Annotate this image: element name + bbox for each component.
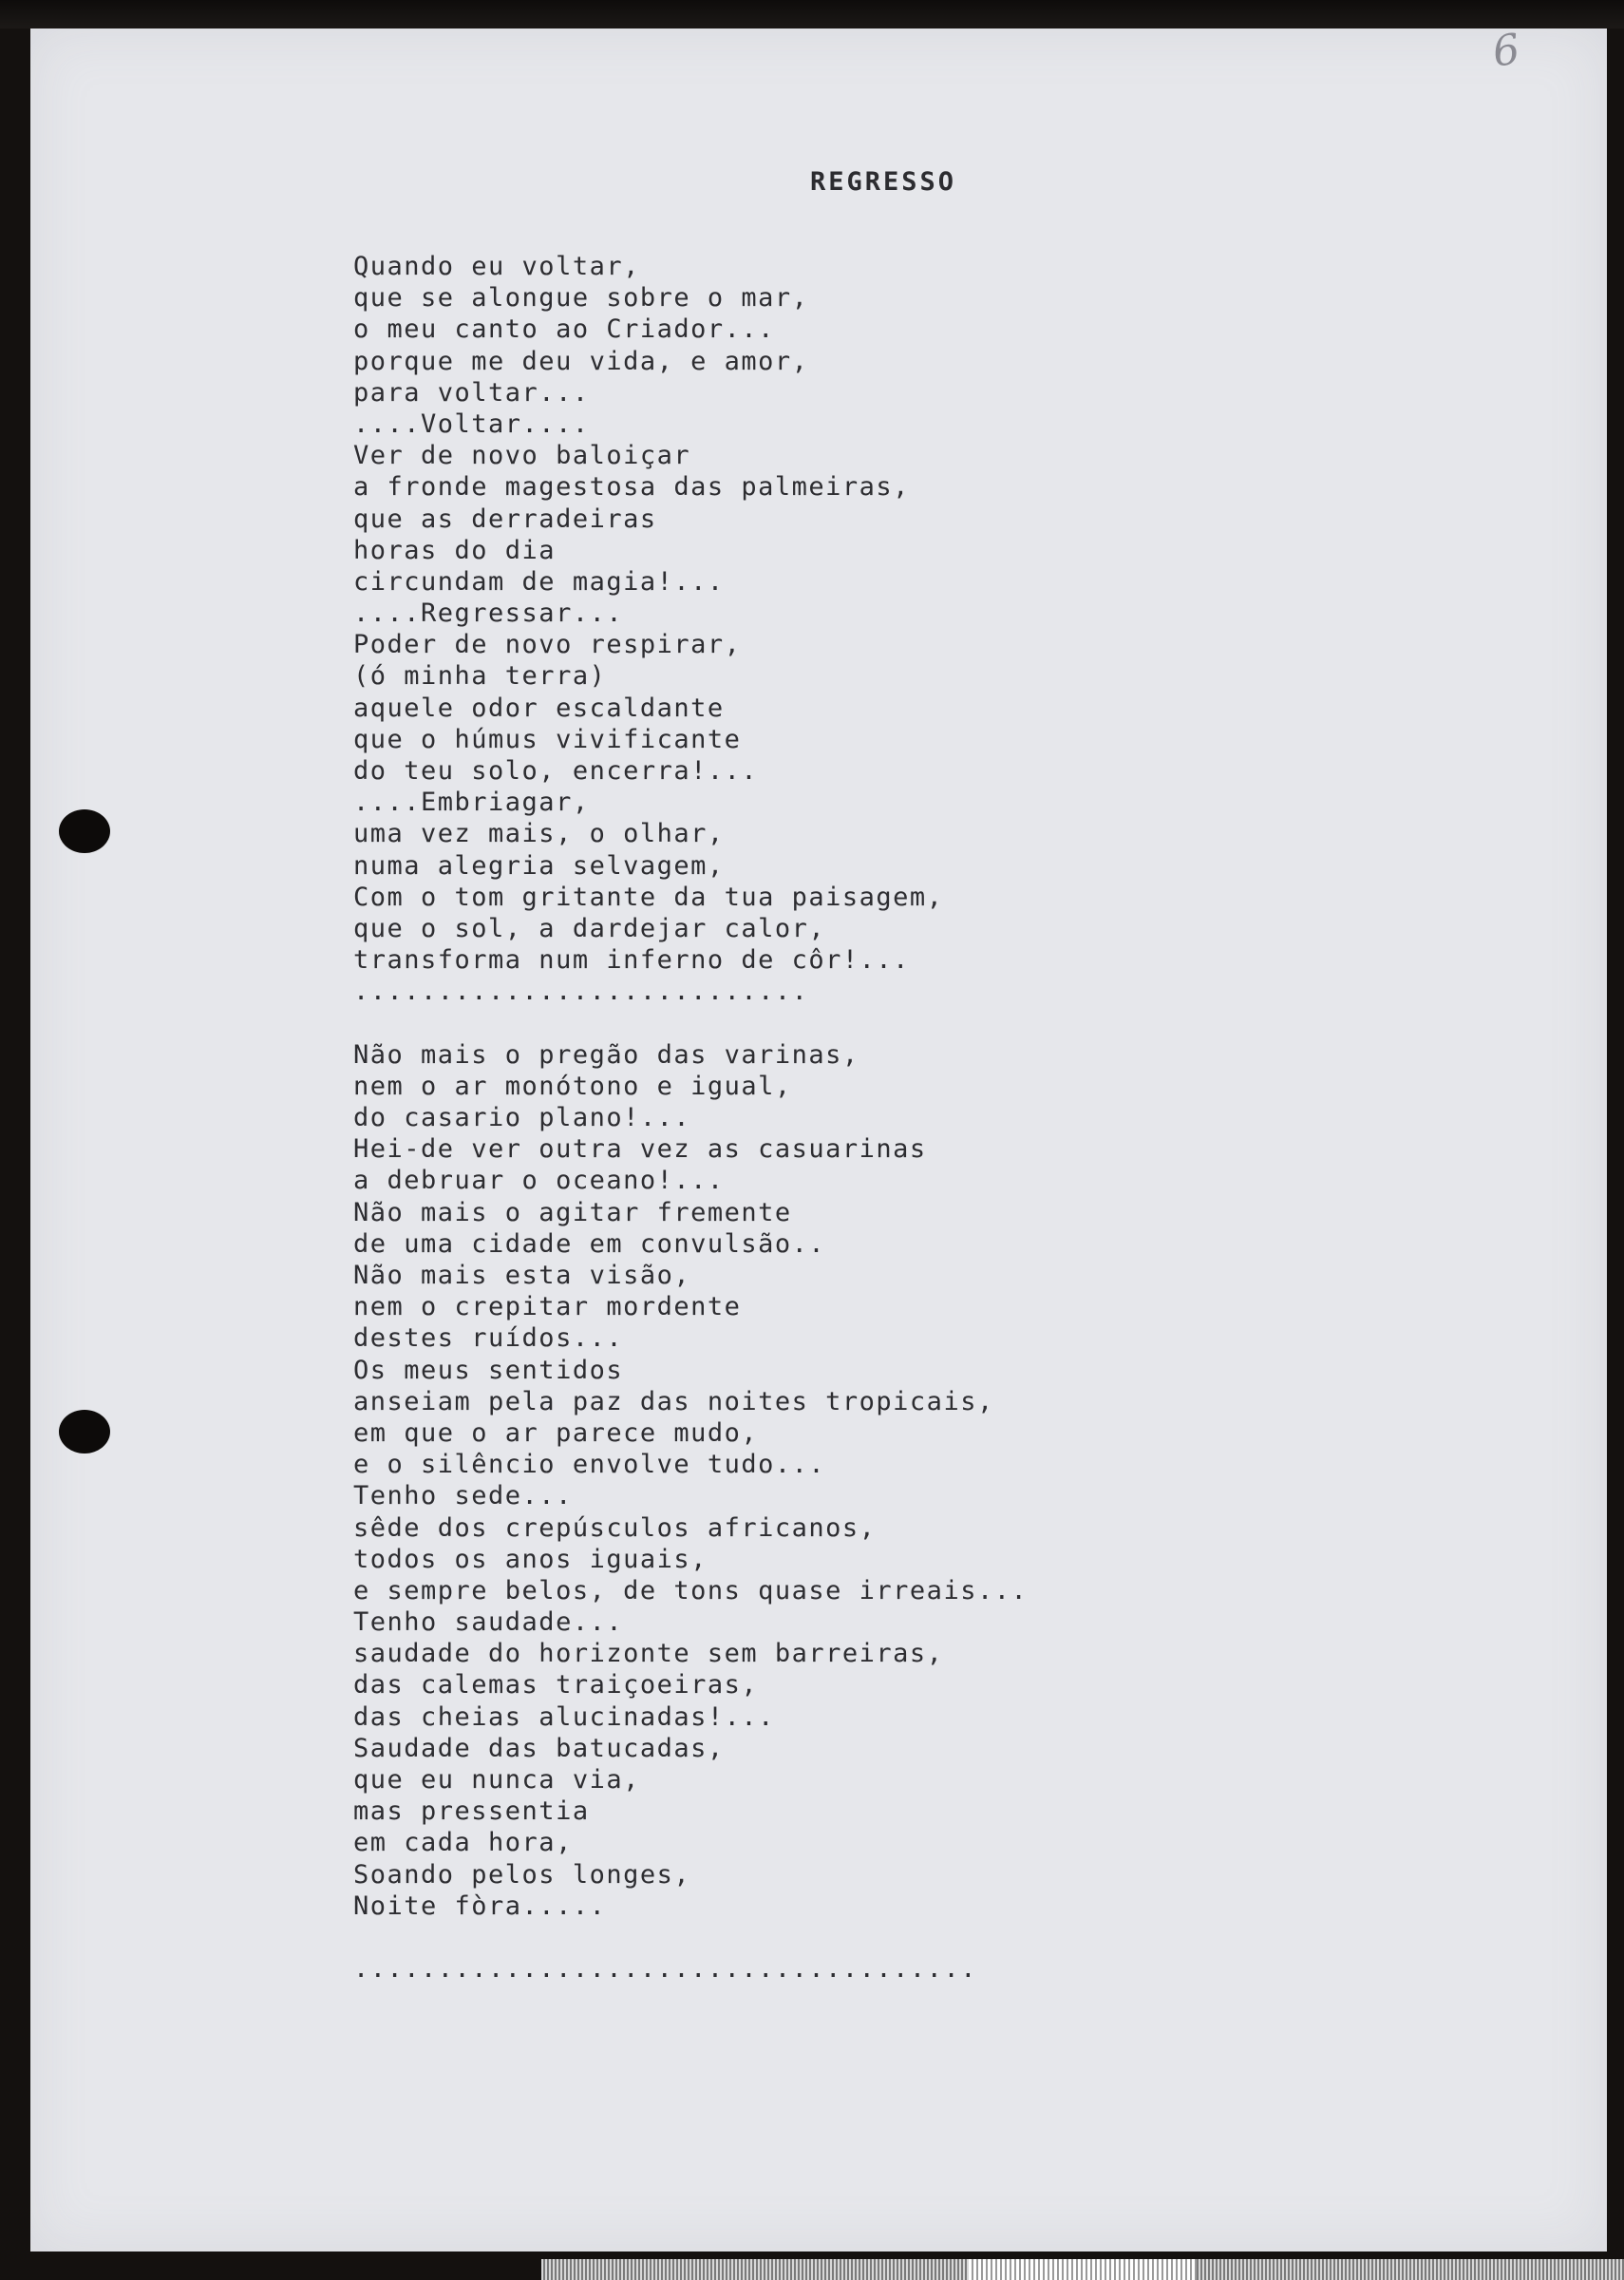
poem-line: Tenho sede... xyxy=(353,1481,573,1511)
poem-line: Noite fòra..... xyxy=(353,1890,607,1921)
poem-line: Quando eu voltar, xyxy=(353,252,640,281)
poem-line: (ó minha terra) xyxy=(353,661,607,692)
poem-line: Não mais o pregão das varinas, xyxy=(353,1039,859,1070)
poem-line: e sempre belos, de tons quase irreais... xyxy=(353,1575,1029,1606)
poem-line: ........................... xyxy=(353,977,809,1007)
poem-line: anseiam pela paz das noites tropicais, xyxy=(353,1386,994,1416)
poem-title: REGRESSO xyxy=(809,167,957,197)
poem-line: de uma cidade em convulsão.. xyxy=(353,1228,826,1259)
poem-line: numa alegria selvagem, xyxy=(353,850,725,881)
poem-line: porque me deu vida, e amor, xyxy=(353,346,809,376)
poem-line: Não mais o agitar fremente xyxy=(353,1197,792,1227)
poem-body xyxy=(353,251,1028,1985)
poem-line: uma vez mais, o olhar, xyxy=(353,819,725,849)
poem-line: Não mais esta visão, xyxy=(353,1261,691,1290)
poem-line: a fronde magestosa das palmeiras, xyxy=(353,472,910,503)
punch-hole-top xyxy=(59,809,110,853)
poem-line: circundam de magia!... xyxy=(353,566,725,597)
poem-line: ....Embriagar, xyxy=(353,788,590,818)
poem-line: para voltar... xyxy=(353,377,590,408)
poem-line: sêde dos crepúsculos africanos, xyxy=(353,1512,877,1543)
poem-line: que o sol, a dardejar calor, xyxy=(353,913,826,943)
poem-line: das calemas traiçoeiras, xyxy=(353,1670,759,1700)
poem-line: horas do dia xyxy=(353,535,557,565)
poem-line: a debruar o oceano!... xyxy=(353,1166,725,1196)
punch-hole-bottom xyxy=(59,1410,110,1454)
poem-line: Os meus sentidos xyxy=(353,1355,624,1385)
poem-line: aquele odor escaldante xyxy=(353,693,725,723)
poem-line: destes ruídos... xyxy=(353,1323,624,1354)
poem-line: ....Regressar... xyxy=(353,598,624,629)
poem-line: que o húmus vivificante xyxy=(353,724,742,754)
poem-line: Poder de novo respirar, xyxy=(353,630,742,660)
scale-ruler-band xyxy=(969,2259,1197,2280)
poem-line: do teu solo, encerra!... xyxy=(353,756,759,786)
poem-line: Com o tom gritante da tua paisagem, xyxy=(353,882,944,912)
poem-line: Soando pelos longes, xyxy=(353,1859,691,1890)
poem-line: Tenho saudade... xyxy=(353,1607,624,1638)
handwritten-page-number: 6 xyxy=(1489,25,1523,77)
poem-line: mas pressentia xyxy=(353,1796,590,1827)
poem-line: nem o crepitar mordente xyxy=(353,1292,742,1322)
poem-line: que eu nunca via, xyxy=(353,1765,640,1795)
poem-line: Ver de novo baloiçar xyxy=(353,441,691,471)
poem-line: Saudade das batucadas, xyxy=(353,1733,725,1763)
poem-line: que se alongue sobre o mar, xyxy=(353,283,809,314)
poem-line: o meu canto ao Criador... xyxy=(353,314,775,345)
poem-line: que as derradeiras xyxy=(353,504,657,534)
poem-line: em cada hora, xyxy=(353,1828,573,1858)
scan-border xyxy=(0,0,1624,28)
poem-line: Hei-de ver outra vez as casuarinas xyxy=(353,1134,927,1165)
poem-line: saudade do horizonte sem barreiras, xyxy=(353,1639,944,1669)
stanza-break xyxy=(353,1008,1028,1039)
poem-line: e o silêncio envolve tudo... xyxy=(353,1450,826,1480)
poem-line: do casario plano!... xyxy=(353,1103,691,1133)
poem-line: transforma num inferno de côr!... xyxy=(353,945,910,976)
stanza-break xyxy=(353,1922,1028,1953)
poem-line: em que o ar parece mudo, xyxy=(353,1417,759,1448)
poem-line: todos os anos iguais, xyxy=(353,1544,708,1574)
poem-line: das cheias alucinadas!... xyxy=(353,1701,775,1732)
poem-line: ..................................... xyxy=(353,1954,977,1985)
poem-line: nem o ar monótono e igual, xyxy=(353,1071,792,1101)
poem-line: ....Voltar.... xyxy=(353,408,590,439)
